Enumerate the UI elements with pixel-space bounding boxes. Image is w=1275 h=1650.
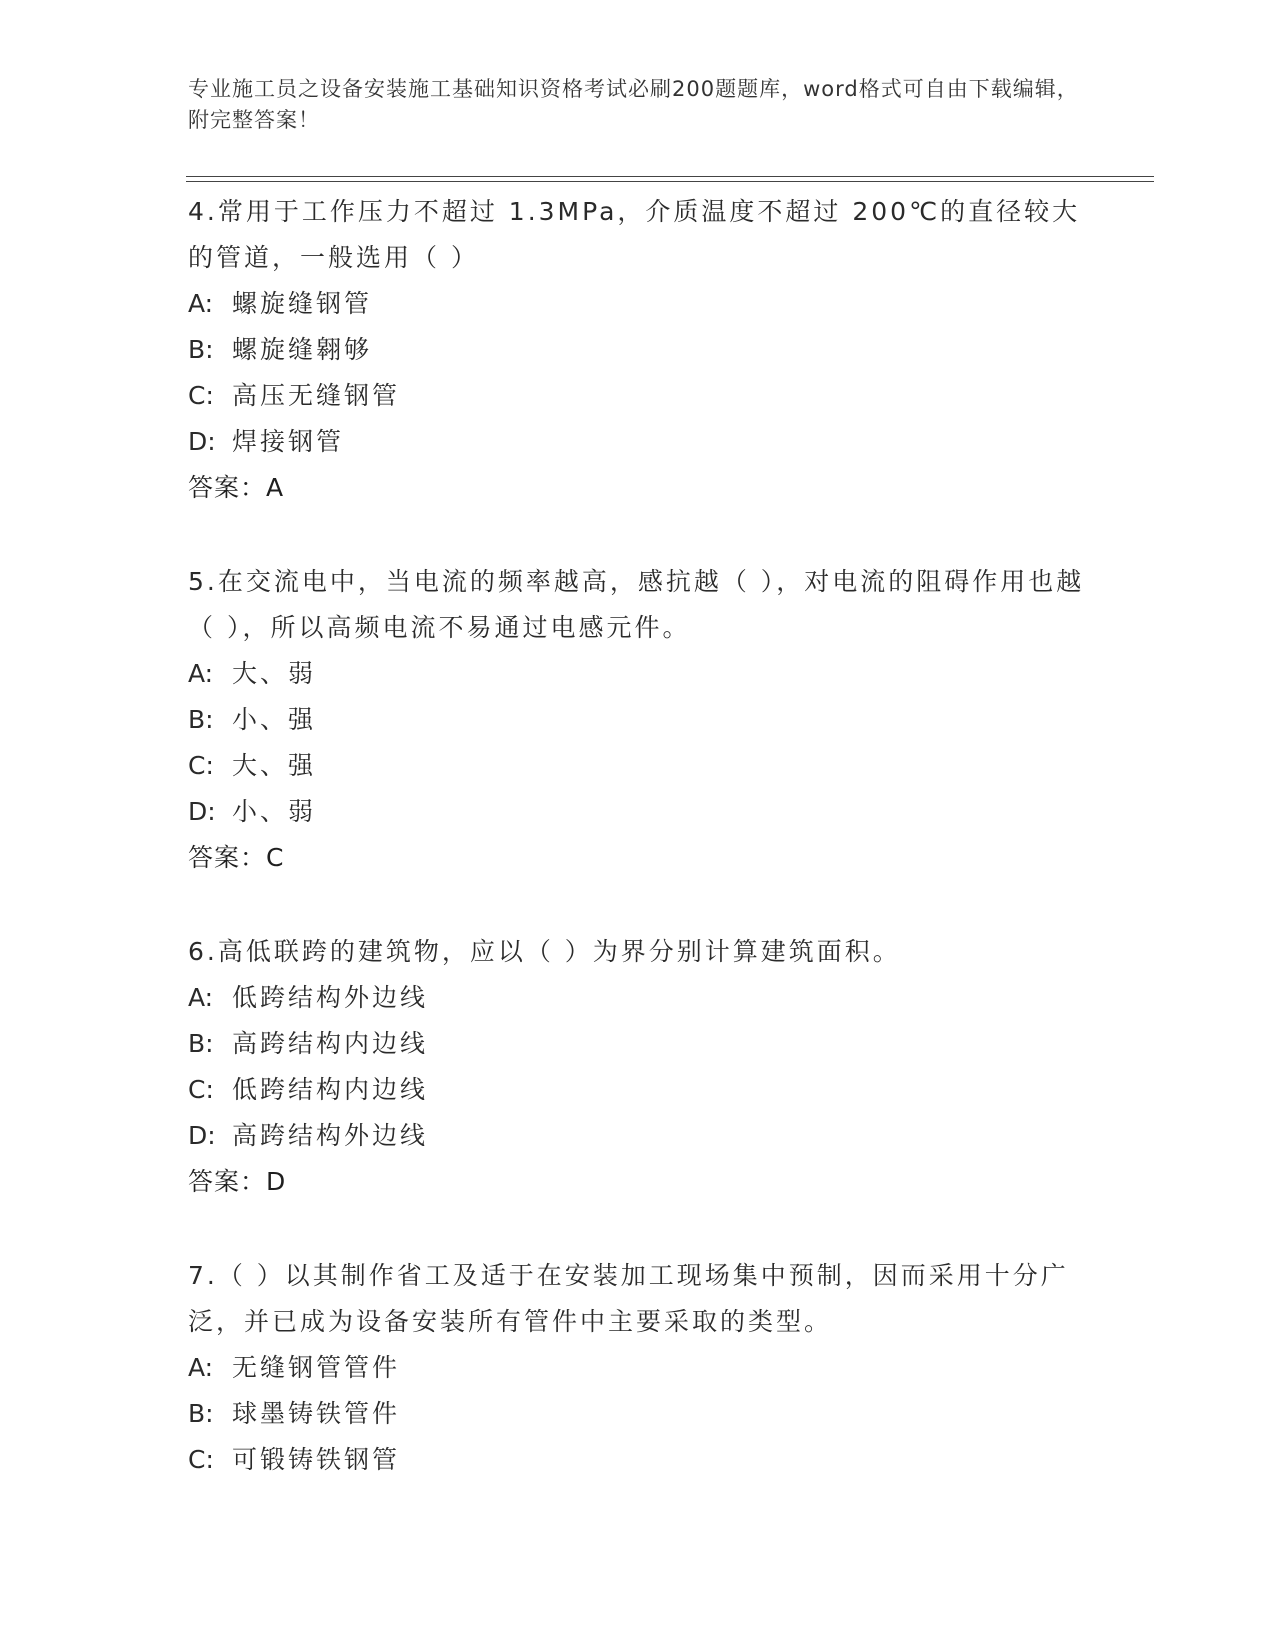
option-key: C: — [188, 751, 214, 780]
question-text: 6.高低联跨的建筑物，应以（ ）为界分别计算建筑面积。 — [188, 937, 901, 966]
option-text: 高跨结构内边线 — [232, 1029, 429, 1058]
option-key: B: — [188, 1399, 214, 1428]
option-a — [188, 1345, 1088, 1391]
option-c — [188, 1437, 1088, 1483]
option-text: 焊接钢管 — [232, 427, 345, 456]
option-text: 大、强 — [232, 751, 317, 780]
option-key: B: — [188, 1029, 214, 1058]
header-divider-top — [186, 176, 1154, 177]
option-b — [188, 697, 1088, 743]
option-d — [188, 1113, 1088, 1159]
option-c — [188, 743, 1088, 789]
option-text: 无缝钢管管件 — [232, 1353, 401, 1382]
option-text: 球墨铸铁管件 — [232, 1399, 401, 1428]
option-text: 大、弱 — [232, 659, 317, 688]
option-list — [188, 651, 1088, 835]
question-4 — [188, 189, 1088, 511]
option-b — [188, 1021, 1088, 1067]
option-text: 螺旋缝钢管 — [232, 289, 373, 318]
question-5 — [188, 559, 1088, 881]
answer-line — [188, 1159, 1088, 1205]
option-key: C: — [188, 1445, 214, 1474]
answer-value: D — [266, 1167, 286, 1196]
option-a — [188, 281, 1088, 327]
question-7 — [188, 1253, 1088, 1483]
question-text: 7.（ ）以其制作省工及适于在安装加工现场集中预制，因而采用十分广泛，并已成为设备安装所有管件中主要采取的类型。 — [188, 1261, 1069, 1336]
option-text: 可锻铸铁钢管 — [232, 1445, 401, 1474]
header-divider-bottom — [186, 181, 1154, 182]
option-c — [188, 373, 1088, 419]
answer-value: A — [266, 473, 284, 502]
option-text: 螺旋缝翱够 — [232, 335, 373, 364]
answer-line — [188, 835, 1088, 881]
option-key: D: — [188, 427, 216, 456]
option-text: 高压无缝钢管 — [232, 381, 401, 410]
option-b — [188, 1391, 1088, 1437]
answer-value: C — [266, 843, 284, 872]
option-key: C: — [188, 1075, 214, 1104]
option-a — [188, 975, 1088, 1021]
answer-label: 答案： — [188, 843, 267, 872]
option-key: A: — [188, 659, 214, 688]
option-d — [188, 419, 1088, 465]
option-key: B: — [188, 335, 214, 364]
question-6 — [188, 929, 1088, 1205]
option-d — [188, 789, 1088, 835]
option-key: D: — [188, 1121, 216, 1150]
option-key: C: — [188, 381, 214, 410]
option-key: A: — [188, 983, 214, 1012]
option-list — [188, 975, 1088, 1159]
option-a — [188, 651, 1088, 697]
option-key: A: — [188, 1353, 214, 1382]
option-text: 高跨结构外边线 — [232, 1121, 429, 1150]
option-b — [188, 327, 1088, 373]
option-key: B: — [188, 705, 214, 734]
option-text: 小、强 — [232, 705, 317, 734]
question-text: 4.常用于工作压力不超过 1.3MPa，介质温度不超过 200℃的直径较大的管道，一般选用（ ） — [188, 197, 1081, 272]
question-list — [188, 189, 1088, 1531]
option-key: A: — [188, 289, 214, 318]
option-text: 小、弱 — [232, 797, 317, 826]
answer-label: 答案： — [188, 1167, 267, 1196]
answer-line — [188, 465, 1088, 511]
option-c — [188, 1067, 1088, 1113]
option-text: 低跨结构内边线 — [232, 1075, 429, 1104]
option-list — [188, 1345, 1088, 1483]
document-header: 专业施工员之设备安装施工基础知识资格考试必刷200题题库，word格式可自由下载编辑，附完整答案！ — [188, 77, 1079, 132]
option-text: 低跨结构外边线 — [232, 983, 429, 1012]
answer-label: 答案： — [188, 473, 267, 502]
option-list — [188, 281, 1088, 465]
option-key: D: — [188, 797, 216, 826]
question-text: 5.在交流电中，当电流的频率越高，感抗越（ ），对电流的阻碍作用也越（ ），所以高频电流不易通过电感元件。 — [188, 567, 1085, 642]
